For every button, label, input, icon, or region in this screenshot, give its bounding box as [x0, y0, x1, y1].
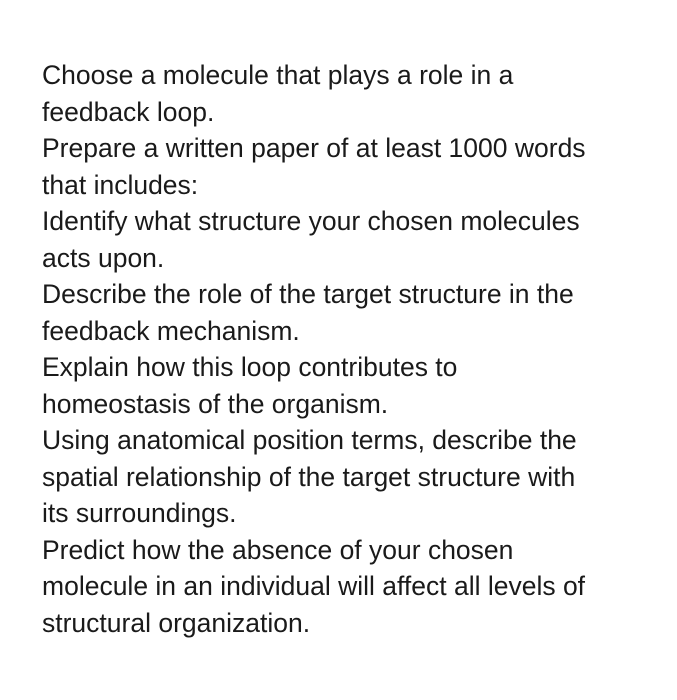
text-line: Choose a molecule that plays a role in a — [42, 60, 514, 90]
assignment-text — [42, 57, 642, 641]
text-line: its surroundings. — [42, 498, 237, 528]
text-line: feedback loop. — [42, 96, 215, 127]
text-line: Prepare a written paper of at least 1000 words — [42, 133, 586, 163]
text-line: molecule in an individual will affect all levels of — [42, 571, 586, 601]
text-line: acts upon. — [42, 242, 165, 273]
text-line: that includes: — [42, 169, 199, 200]
text-line: feedback mechanism. — [42, 315, 300, 346]
text-line: homeostasis of the organism. — [42, 388, 389, 419]
text-line: Using anatomical position terms, describe the — [42, 425, 577, 455]
text-line: Explain how this loop contributes to — [42, 352, 458, 382]
text-line: spatial relationship of the target structure with — [42, 461, 576, 492]
text-line: structural organization. — [42, 607, 311, 638]
text-line: Predict how the absence of your chosen — [42, 534, 514, 565]
text-line: Describe the role of the target structure in the — [42, 279, 574, 309]
text-line: Identify what structure your chosen molecules — [42, 206, 580, 236]
